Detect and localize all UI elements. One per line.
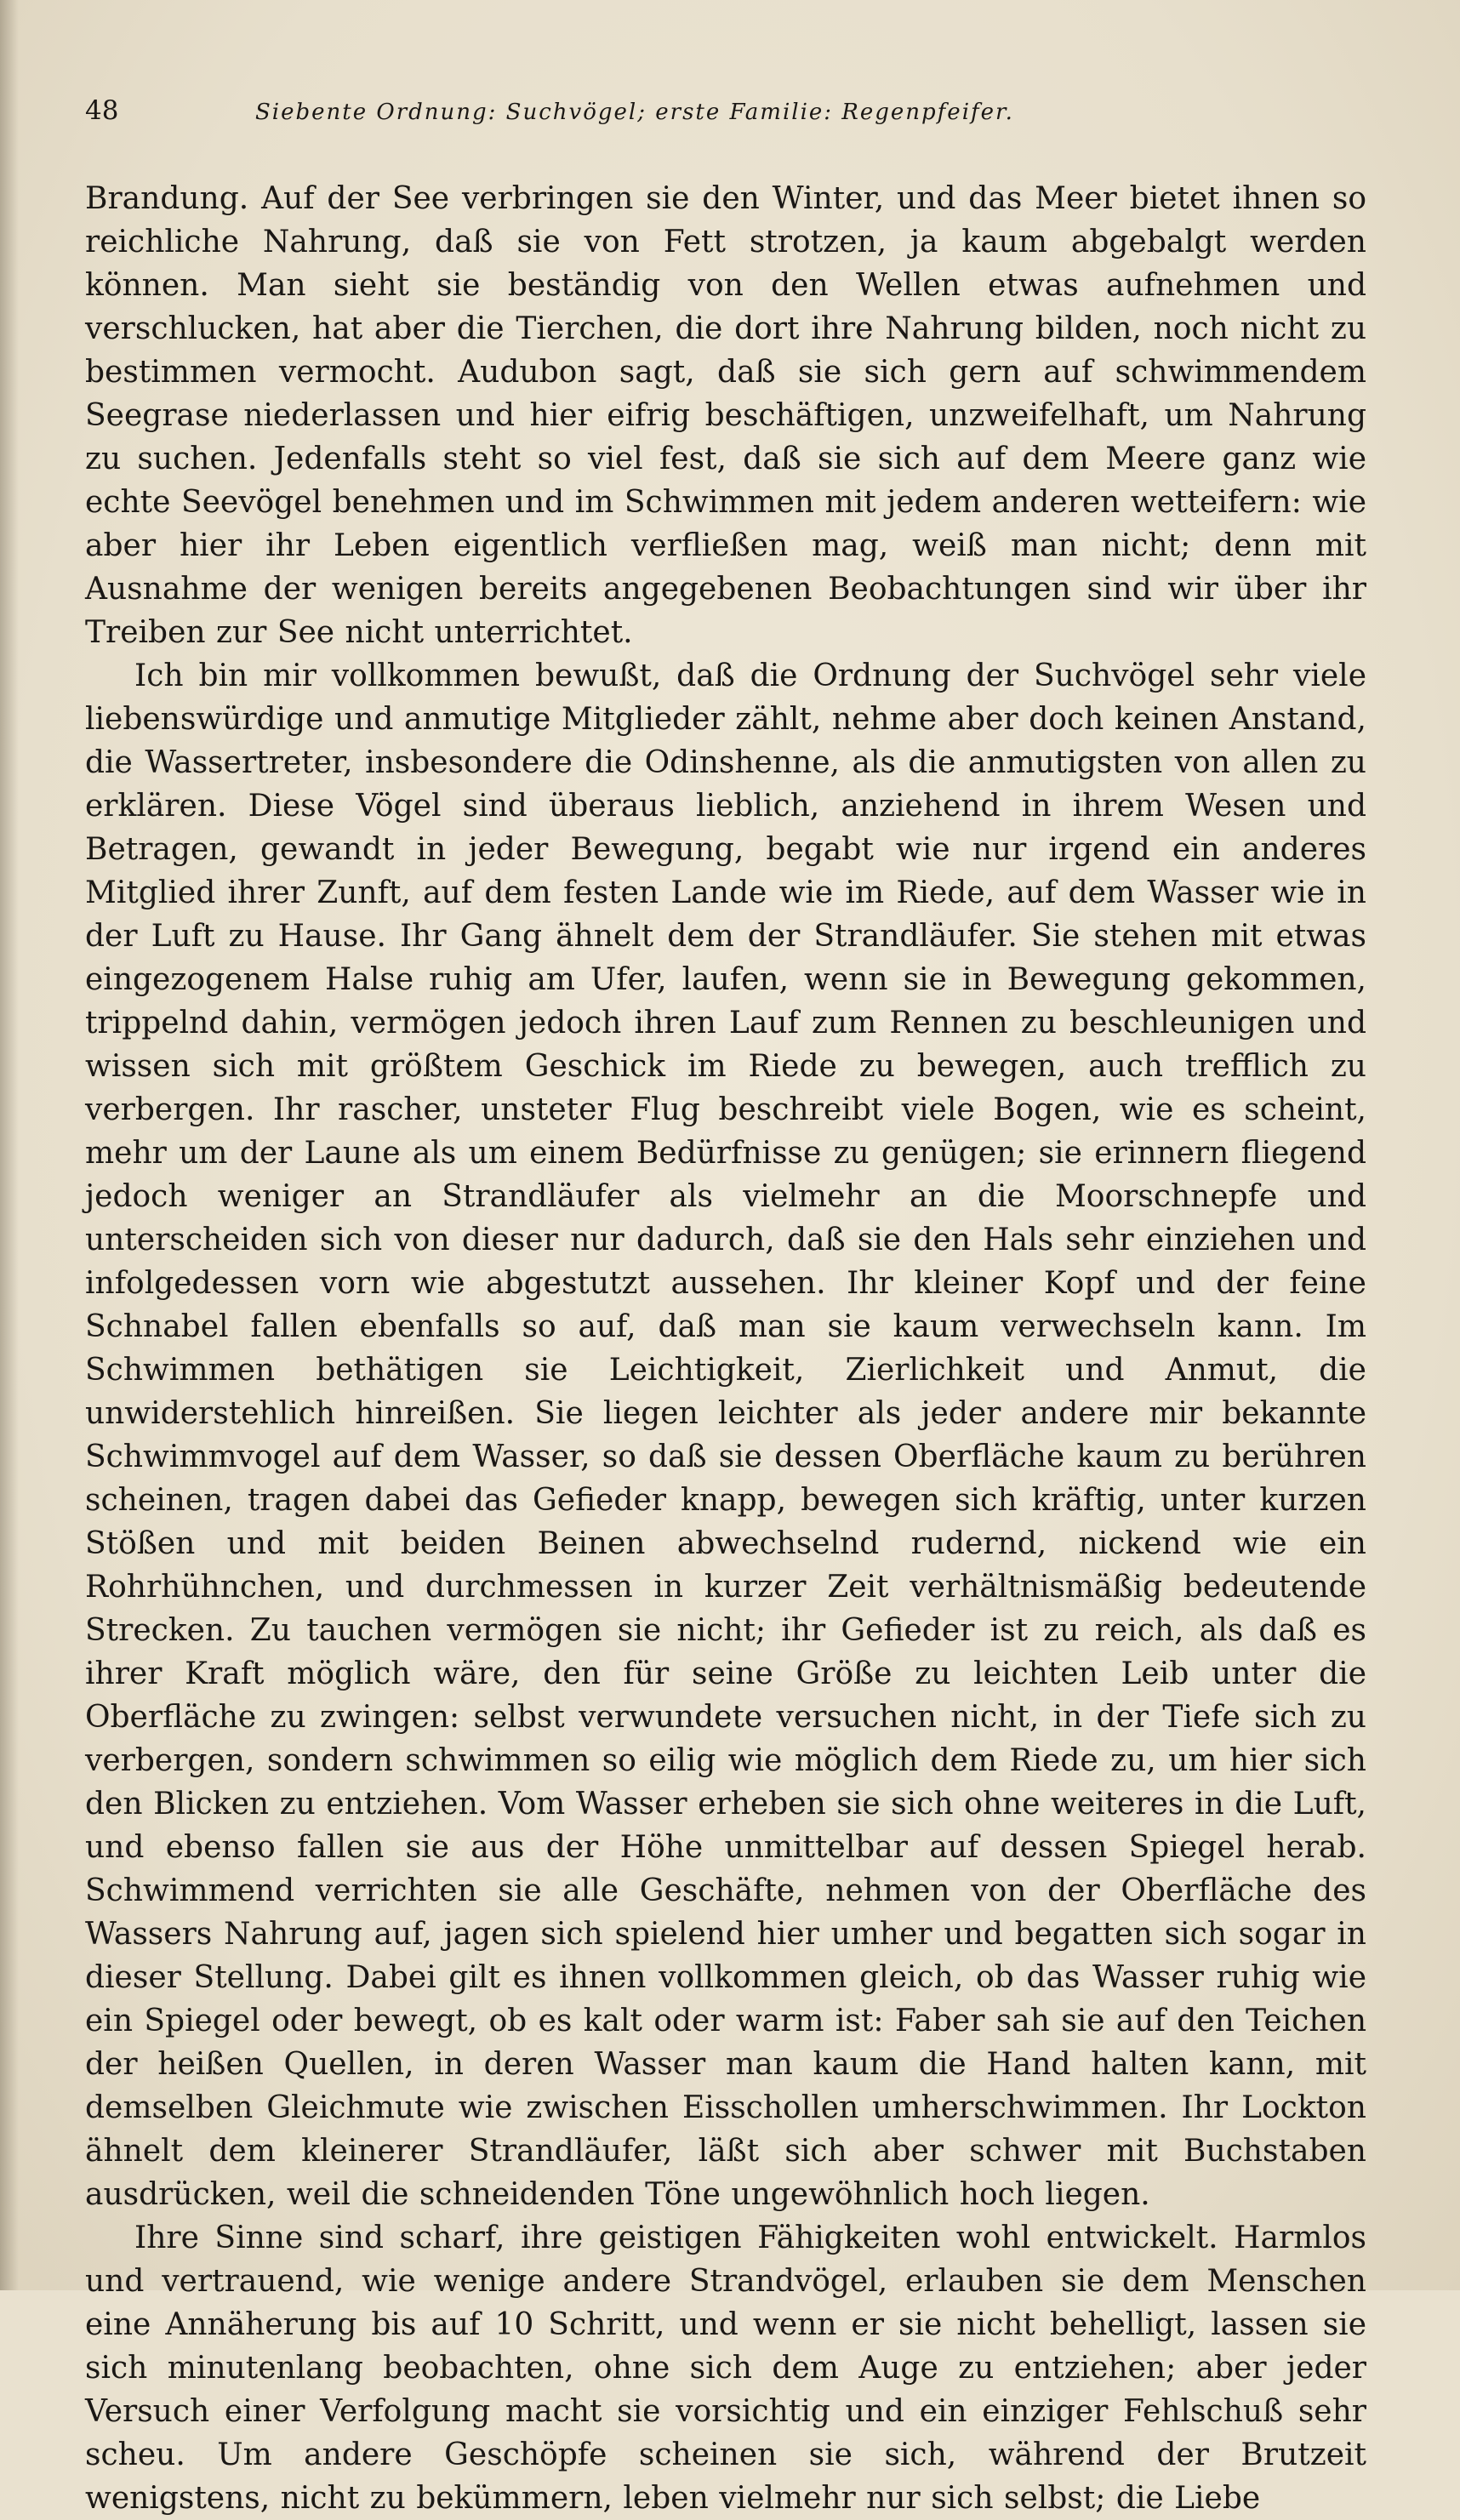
page-number: 48 [85, 95, 119, 126]
paragraph: Brandung. Auf der See verbringen sie den Winter, und das Meer bietet ihnen so reichliche Nahrung, daß sie von Fett strotzen, ja kaum abgebalgt werden können. Man sieht sie beständig von den Wellen etwas aufnehmen und verschlucken, hat aber die Tierchen, die dort ihre Nahrung bilden, noch nicht zu bestimmen vermocht. Audubon sagt, daß sie sich gern auf schwimmendem Seegrase niederlassen und hier eifrig beschäftigen, unzweifelhaft, um Nahrung zu suchen. Jedenfalls steht so viel fest, daß sie sich auf dem Meere ganz wie echte Seevögel benehmen und im Schwimmen mit jedem anderen wetteifern: wie aber hier ihr Leben eigentlich verfließen mag, weiß man nicht; denn mit Ausnahme der wenigen bereits angegebenen Beobachtungen sind wir über ihr Treiben zur See nicht unterrichtet. [85, 181, 1366, 650]
spine-shadow [0, 0, 19, 2290]
paragraph: Ich bin mir vollkommen bewußt, daß die Ordnung der Suchvögel sehr viele liebenswürdige und anmutige Mitglieder zählt, nehme aber doch keinen Anstand, die Wassertreter, insbesondere die Odinshenne, als die anmutigsten von allen zu erklären. Diese Vögel sind überaus lieblich, anziehend in ihrem Wesen und Betragen, gewandt in jeder Bewegung, begabt wie nur irgend ein anderes Mitglied ihrer Zunft, auf dem festen Lande wie im Riede, auf dem Wasser wie in der Luft zu Hause. Ihr Gang ähnelt dem der Strandläufer. Sie stehen mit etwas eingezogenem Halse ruhig am Ufer, laufen, wenn sie in Bewegung gekommen, trippelnd dahin, vermögen jedoch ihren Lauf zum Rennen zu beschleunigen und wissen sich mit größtem Geschick im Riede zu bewegen, auch trefflich zu verbergen. Ihr rascher, unsteter Flug beschreibt viele Bogen, wie es scheint, mehr um der Laune als um einem Bedürfnisse zu genügen; sie erinnern fliegend jedoch weniger an Strandläufer als vielmehr an die Moorschnepfe und unterscheiden sich von dieser nur dadurch, daß sie den Hals sehr einziehen und infolgedessen vorn wie abgestutzt aussehen. Ihr kleiner Kopf und der feine Schnabel fallen ebenfalls so auf, daß man sie kaum verwechseln kann. Im Schwimmen bethätigen sie Leichtigkeit, Zierlichkeit und Anmut, die unwiderstehlich hinreißen. Sie liegen leichter als jeder andere mir bekannte Schwimmvogel auf dem Wasser, so daß sie dessen Oberfläche kaum zu berühren scheinen, tragen dabei das Gefieder knapp, bewegen sich kräftig, unter kurzen Stößen und mit beiden Beinen abwechselnd rudernd, nickend wie ein Rohrhühnchen, und durchmessen in kurzer Zeit verhältnismäßig bedeutende Strecken. Zu tauchen vermögen sie nicht; ihr Gefieder ist zu reich, als daß es ihrer Kraft möglich wäre, den für seine Größe zu leichten Leib unter die Oberfläche zu zwingen: selbst verwundete versuchen nicht, in der Tiefe sich zu verbergen, sondern schwimmen so eilig wie möglich dem Riede zu, um hier sich den Blicken zu entziehen. Vom Wasser erheben sie sich ohne weiteres in die Luft, und ebenso fallen sie aus der Höhe unmittelbar auf dessen Spiegel herab. Schwimmend verrichten sie alle Geschäfte, nehmen von der Oberfläche des Wassers Nahrung auf, jagen sich spielend hier umher und begatten sich sogar in dieser Stellung. Dabei gilt es ihnen vollkommen gleich, ob das Wasser ruhig wie ein Spiegel oder bewegt, ob es kalt oder warm ist: Faber sah sie auf den Teichen der heißen Quellen, in deren Wasser man kaum die Hand halten kann, mit demselben Gleichmute wie zwischen Eisschollen umherschwimmen. Ihr Lockton ähnelt dem kleinerer Strandläufer, läßt sich aber schwer mit Buchstaben ausdrücken, weil die schneidenden Töne ungewöhnlich hoch liegen. [85, 659, 1366, 2212]
running-head: Siebente Ordnung: Suchvögel; erste Familie: Regenpfeifer. [255, 100, 1014, 125]
page-header [85, 85, 1366, 145]
body-text [85, 177, 1366, 2520]
paragraph: Ihre Sinne sind scharf, ihre geistigen Fähigkeiten wohl entwickelt. Harmlos und vertrauend, wie wenige andere Strandvögel, erlauben sie dem Menschen eine Annäherung bis auf 10 Schritt, und wenn er sie nicht behelligt, lassen sie sich minutenlang beobachten, ohne sich dem Auge zu entziehen; aber jeder Versuch einer Verfolgung macht sie vorsichtig und ein einziger Fehlschuß sehr scheu. Um andere Geschöpfe scheinen sie sich, während der Brutzeit wenigstens, nicht zu bekümmern, leben vielmehr nur sich selbst; die Liebe [85, 2221, 1366, 2516]
